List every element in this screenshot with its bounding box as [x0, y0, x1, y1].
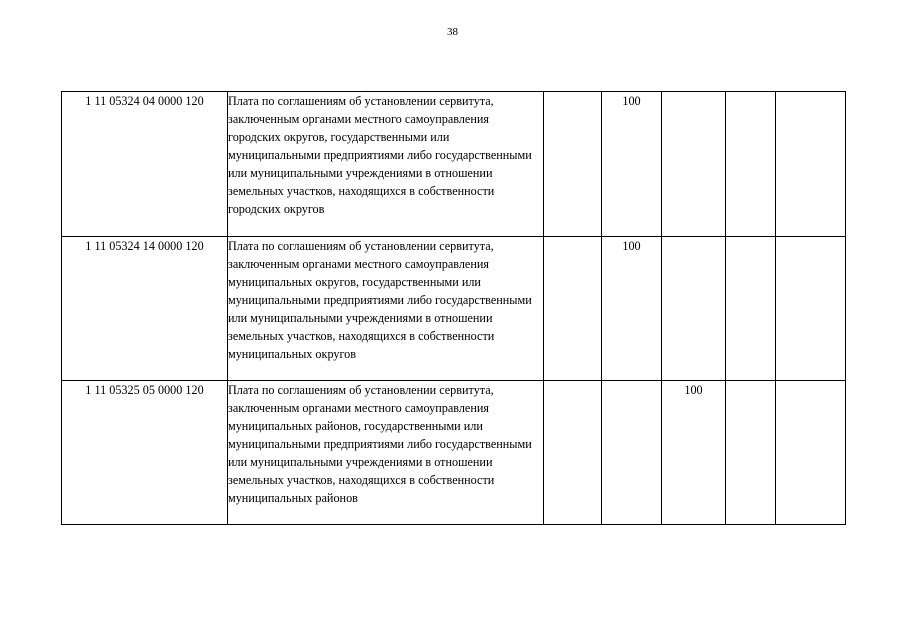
page-number: 38	[447, 26, 458, 38]
value-cell	[726, 381, 776, 525]
value-cell	[544, 381, 602, 525]
revenue-name-cell: Плата по соглашениям об установлении сервитута, заключенным органами местного самоуправления муниципальных районов, государственными или муниципальными предприятиями либо государственными или муниципальными учреждениями в отношении земельных участков, находящихся в собственности муниципальных районов	[228, 381, 544, 525]
table-row	[62, 92, 846, 237]
budget-code-cell: 1 11 05324 04 0000 120	[62, 92, 228, 237]
revenue-name-cell: Плата по соглашениям об установлении сервитута, заключенным органами местного самоуправления городских округов, государственными или муниципальными предприятиями либо государственными или муниципальными учреждениями в отношении земельных участков, находящихся в собственности городских округов	[228, 92, 544, 237]
table-row	[62, 237, 846, 381]
value-cell	[776, 381, 846, 525]
value-cell: 100	[602, 92, 662, 237]
value-cell	[726, 237, 776, 381]
value-cell: 100	[662, 381, 726, 525]
value-cell	[726, 92, 776, 237]
value-cell	[544, 92, 602, 237]
revenue-table	[61, 91, 846, 525]
revenue-name-cell: Плата по соглашениям об установлении сервитута, заключенным органами местного самоуправления муниципальных округов, государственными или муниципальными предприятиями либо государственными или муниципальными учреждениями в отношении земельных участков, находящихся в собственности муниципальных округов	[228, 237, 544, 381]
value-cell	[602, 381, 662, 525]
value-cell	[662, 237, 726, 381]
value-cell	[544, 237, 602, 381]
budget-code-cell: 1 11 05325 05 0000 120	[62, 381, 228, 525]
budget-code-cell: 1 11 05324 14 0000 120	[62, 237, 228, 381]
value-cell	[662, 92, 726, 237]
table-row	[62, 381, 846, 525]
value-cell	[776, 237, 846, 381]
value-cell: 100	[602, 237, 662, 381]
value-cell	[776, 92, 846, 237]
